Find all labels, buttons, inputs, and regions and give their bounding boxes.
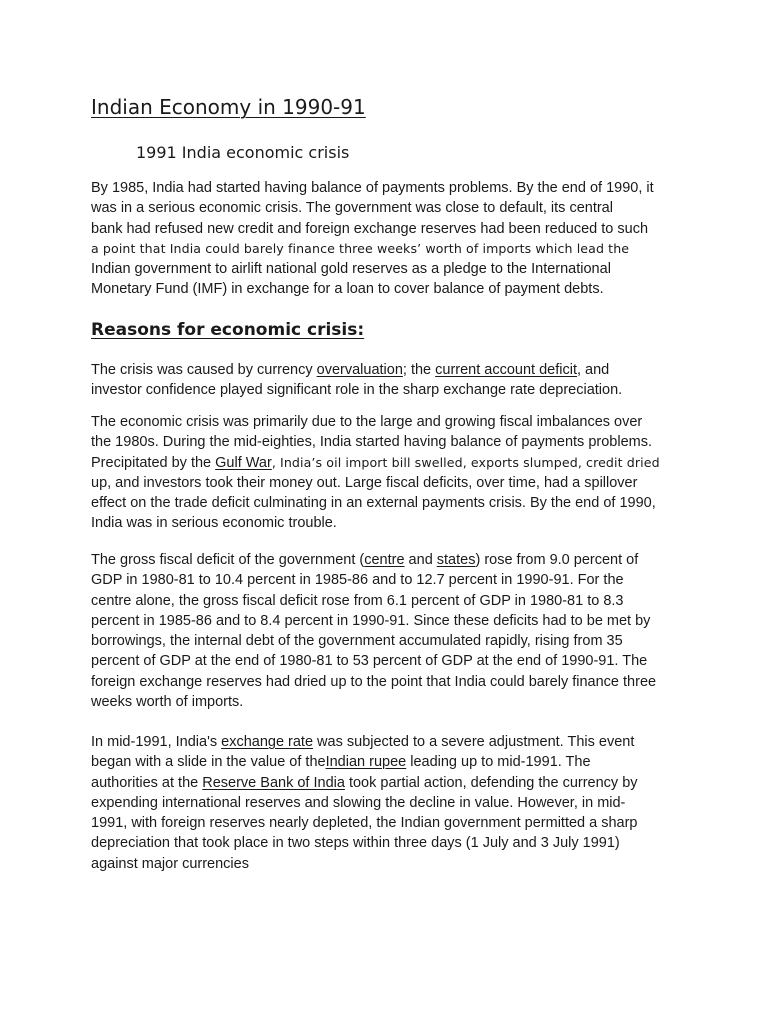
- crisis-cause-paragraph: [91, 360, 691, 401]
- link-gulf-war[interactable]: Gulf War: [215, 454, 272, 471]
- paragraph-text: and: [404, 552, 437, 568]
- paragraph-text: foreign exchange reserves had dried up to the point that India could barely finance three: [91, 673, 657, 690]
- paragraph-text: Precipitated by the: [91, 454, 216, 471]
- paragraph-text: up, and investors took their money out. Large fiscal deficits, over time, had a spillover: [91, 474, 638, 491]
- paragraph-text: percent of GDP at the end of 1980-81 to 53 percent of GDP at the end of 1990-91. The: [91, 653, 648, 670]
- paragraph-text: percent in 1985-86 and to 8.4 percent in 1990-91. Since these deficits had to be met by: [91, 612, 651, 629]
- paragraph-text: weeks worth of imports.: [91, 694, 244, 711]
- paragraph-text: , India’s oil import bill swelled, exports slumped, credit dried: [271, 454, 660, 470]
- intro-line: By 1985, India had started having balance of payments problems. By the end of 1990, it: [91, 180, 654, 196]
- paragraph-text: effect on the trade deficit culminating in an external payments crisis. By the end of 1990,: [91, 495, 656, 512]
- paragraph-text: depreciation that took place in two steps within three days (1 July and 3 July 1991): [91, 835, 620, 852]
- paragraph-text: 1991, with foreign reserves nearly depleted, the Indian government permitted a sharp: [91, 815, 638, 832]
- paragraph-text: The gross fiscal deficit of the government (: [91, 552, 365, 568]
- paragraph-text: The economic crisis was primarily due to the large and growing fiscal imbalances over: [91, 414, 643, 430]
- intro-line: bank had refused new credit and foreign exchange reserves had been reduced to such: [91, 220, 649, 237]
- paragraph-text: ; the: [402, 362, 436, 378]
- page-title: Indian Economy in 1990-91: [91, 95, 366, 119]
- fiscal-imbalance-paragraph: [91, 412, 691, 534]
- paragraph-text: borrowings, the internal debt of the government accumulated rapidly, rising from 35: [91, 633, 623, 650]
- paragraph-text: India was in serious economic trouble.: [91, 515, 337, 532]
- paragraph-text: GDP in 1980-81 to 10.4 percent in 1985-86 and to 12.7 percent in 1990-91. For the: [91, 572, 624, 589]
- section-subtitle: 1991 India economic crisis: [136, 143, 350, 162]
- link-overvaluation[interactable]: overvaluation: [316, 362, 403, 378]
- intro-line: Monetary Fund (IMF) in exchange for a loan to cover balance of payment debts.: [91, 281, 604, 298]
- paragraph-text: expending international reserves and slowing the decline in value. However, in mid-: [91, 794, 626, 811]
- paragraph-text: began with a slide in the value of the: [91, 754, 326, 771]
- paragraph-text: was subjected to a severe adjustment. This event: [313, 734, 635, 750]
- paragraph-text: ) rose from 9.0 percent of: [475, 552, 639, 568]
- paragraph-text: , and: [577, 362, 610, 378]
- intro-line: was in a serious economic crisis. The government was close to default, its central: [91, 200, 613, 217]
- link-exchange-rate[interactable]: exchange rate: [221, 734, 314, 750]
- paragraph-text: centre alone, the gross fiscal deficit rose from 6.1 percent of GDP in 1980-81 to 8.3: [91, 592, 624, 609]
- paragraph-text: authorities at the: [91, 774, 203, 791]
- paragraph-text: took partial action, defending the currency by: [344, 774, 638, 791]
- intro-line: Indian government to airlift national gold reserves as a pledge to the International: [91, 261, 611, 278]
- link-centre[interactable]: centre: [364, 552, 405, 568]
- paragraph-text: In mid-1991, India's: [91, 734, 222, 750]
- paragraph-text: leading up to mid-1991. The: [406, 754, 591, 771]
- fiscal-deficit-paragraph: [91, 550, 691, 712]
- paragraph-text: The crisis was caused by currency: [91, 362, 317, 378]
- intro-line: a point that India could barely finance three weeks’ worth of imports which lead the: [91, 240, 630, 256]
- link-reserve-bank-of-india[interactable]: Reserve Bank of India: [202, 774, 345, 791]
- link-current-account-deficit[interactable]: current account deficit: [435, 362, 577, 378]
- intro-paragraph: [91, 178, 691, 300]
- paragraph-text: against major currencies: [91, 855, 249, 872]
- link-states[interactable]: states: [436, 552, 476, 568]
- link-indian-rupee[interactable]: Indian rupee: [325, 754, 407, 771]
- reasons-heading: Reasons for economic crisis:: [91, 320, 365, 340]
- paragraph-text: investor confidence played significant role in the sharp exchange rate depreciation.: [91, 382, 623, 399]
- exchange-rate-paragraph: [91, 732, 691, 874]
- paragraph-text: the 1980s. During the mid-eighties, India started having balance of payments problems.: [91, 434, 652, 451]
